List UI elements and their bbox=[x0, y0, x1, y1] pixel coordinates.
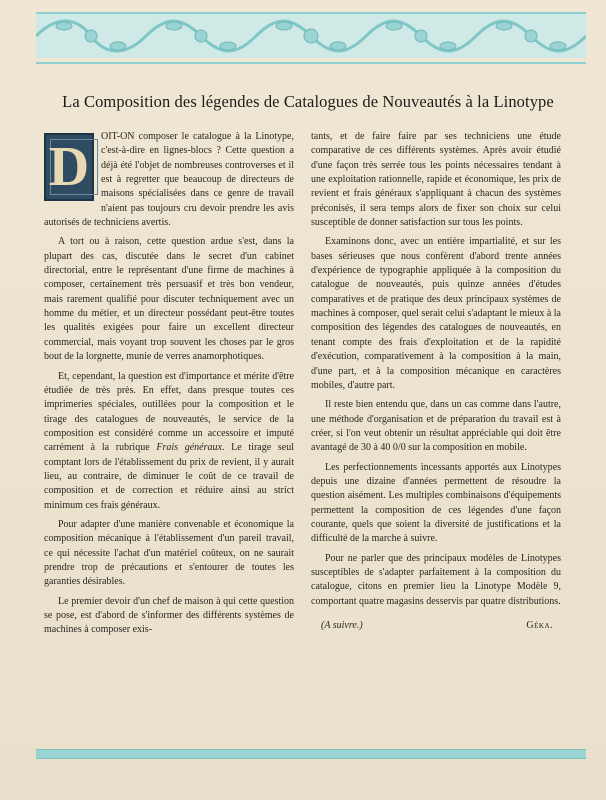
paragraph: tants, et de faire faire par ses techniciens une étude comparative de ces différents systèmes. Après avoir étudié d'une façon très serrée tous les points nécessaires tendant à une exploitation rationnelle, rapide et économique, les prix de revient et frais généraux s'appliquant à chacun des systèmes préconisés, il sera temps alors de fixer son choix sur celui susceptible de donner satisfaction sur tous les points. bbox=[311, 131, 561, 229]
paragraph: Examinons donc, avec un entière impartialité, et sur les bases sérieuses que nous confèrent d'abord trente années d'expérience de typographie appliquée à la composition du catalogue de nouveautés, puis quinze années d'études comparatives et de pratique des deux principaux systèmes de machines à composer, quel serait celui s'adaptant le mieux à la composition des légendes des catalogues de nouveautés, en tenant compte des frais d'exploitation et de la rapidité d'exécution, comparativement à la composition à la main, d'une part, et à la composition mécanique en caractères mobiles, d'autre part. bbox=[311, 236, 561, 391]
paragraph: Les perfectionnements incessants apportés aux Linotypes depuis une dizaine d'années permettent de résoudre la question aisément. Les multiples combinaisons d'équipements permettent la composition de ces légendes d'une façon courante, quels que soient la diversité de justifications et la difficulté de la marche à suivre. bbox=[311, 461, 561, 545]
ornamental-banner bbox=[36, 12, 586, 64]
paragraph: D OIT-ON composer le catalogue à la Linotype, c'est-à-dire en lignes-blocs ? Cette question a déjà été l'objet de nombreuses controverses et il est à regretter que beaucoup de directeurs de maisons spécialisées dans ce genre de travail n'aient pas toujours cru devoir prendre les avis autorisés de techniciens avertis. bbox=[44, 131, 294, 229]
paragraph: Le premier devoir d'un chef de maison à qui cette question se pose, est d'abord de s'informer des différents systèmes de machines à composer exis- bbox=[44, 595, 294, 636]
footer-band bbox=[36, 749, 586, 759]
scroll-ornament-icon bbox=[36, 14, 586, 58]
emphasis: Frais généraux bbox=[156, 442, 222, 454]
right-column bbox=[311, 130, 561, 633]
signature-row bbox=[311, 619, 561, 633]
paragraph: Pour adapter d'une manière convenable et économique la composition mécanique à l'établissement d'un pareil travail, ce qui nécessite l'achat d'un matériel coûteux, on ne saurait prendre trop de précautions et s'entourer de toutes les garanties désirables. bbox=[44, 518, 294, 588]
author-signature: Géka. bbox=[526, 620, 553, 631]
left-column bbox=[44, 130, 294, 643]
to-follow-note: (A suivre.) bbox=[321, 620, 363, 631]
paragraph: Il reste bien entendu que, dans un cas comme dans l'autre, une méthode d'organisation et de préparation du travail est à créer, si l'on veut obtenir un résultat appréciable qui doit être avantagé de 30 à 40 0/0 sur la composition en mobile. bbox=[311, 399, 561, 454]
paragraph: A tort ou à raison, cette question ardue s'est, dans la plupart des cas, discutée dans le secret d'un cabinet directorial, entre le représentant d'une firme de machines à composer, certainement très persuasif et très bon vendeur, mais rarement qualifié pour discuter techniquement avec un homme du métier, et un directeur possédant peut-être toutes les qualités exigées pour faire un excellent directeur commercial, mais voyant trop souvent les choses par le gros bout de la lorgnette, munie de verres anamorphotiques. bbox=[44, 236, 294, 363]
dropcap-initial: D bbox=[44, 133, 94, 201]
article-title: La Composition des légendes de Catalogues de Nouveautés à la Linotype bbox=[62, 92, 554, 111]
paragraph: Pour ne parler que des principaux modèles de Linotypes susceptibles de s'adapter parfaitement à la composition du catalogue, citons en premier lieu la Linotype Modèle 9, comportant quatre magasins desservis par quatre distributions. bbox=[311, 552, 561, 607]
paragraph: Et, cependant, la question est d'importance et mérite d'être étudiée de très près. En effet, dans presque toutes ces imprimeries spéciales, outillées pour la composition et le tirage des catalogues de nouveautés, le service de la composition est considéré comme un accessoire et imputé carrément à la rubrique Frais généraux. Le tirage seul comptant lors de l'établissement du prix de revient, il y aurait lieu, au contraire, de diminuer le coût de ce travail de composition et de correction et réduire ainsi au strict minimum ces frais généraux. bbox=[44, 370, 294, 511]
